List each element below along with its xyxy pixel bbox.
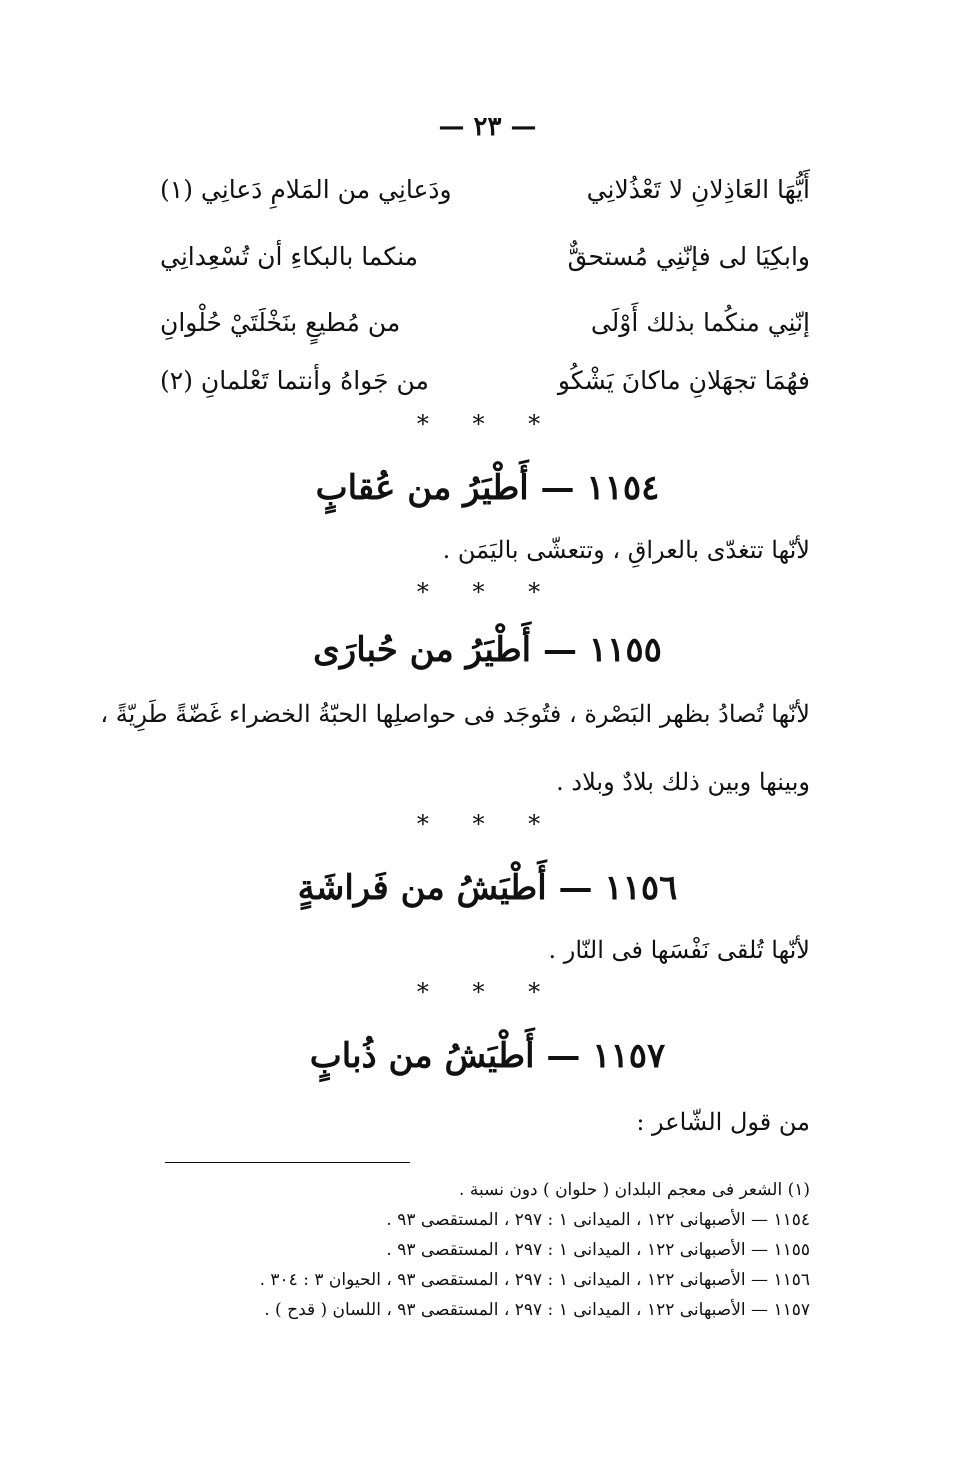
page-number: — ٢٣ — (438, 112, 537, 142)
entry-text: لأنّها تُلقى نَفْسَها فى النّار . (548, 936, 810, 964)
entry-heading: ١١٥٦ — أَطْيَشُ من فَراشَةٍ (297, 868, 678, 908)
entry-heading: ١١٥٧ — أَطْيَشُ من ذُبابٍ (309, 1036, 666, 1076)
verse-first-hemistich: إنّنِي منكُما بذلك أَوْلَى (590, 308, 810, 337)
entry-text: وبينها وبين ذلك بلادٌ وبلاد . (556, 768, 810, 796)
verse-first-hemistich: أَيُّهَا العَاذِلانِ لا تَعْذُلانِي (586, 175, 810, 204)
entry-text: من قول الشّاعر : (636, 1108, 810, 1136)
section-separator: * * * (416, 410, 559, 438)
entry-heading: ١١٥٤ — أَطْيَرُ من عُقابٍ (315, 468, 660, 508)
footnote: ١١٥٧ — الأصبهانى ١٢٢ ، الميدانى ١ : ٢٩٧ ، المستقصى ٩٣ ، اللسان ( قدح ) . (264, 1300, 810, 1320)
verse-second-hemistich: ودَعانِي من المَلامِ دَعانِي (١) (160, 175, 452, 204)
footnote: (١) الشعر فى معجم البلدان ( حلوان ) دون نسبة . (459, 1180, 810, 1200)
verse-second-hemistich: منكما بالبكاءِ أن تُسْعِدانِي (160, 242, 419, 271)
poem-verse (160, 165, 810, 215)
footnote: ١١٥٦ — الأصبهانى ١٢٢ ، الميدانى ١ : ٢٩٧ ، المستقصى ٩٣ ، الحيوان ٣ : ٣٠٤ . (259, 1270, 810, 1290)
section-separator: * * * (416, 810, 559, 838)
poem-verse (160, 232, 810, 282)
verse-first-hemistich: فهُمَا تجهَلانِ ماكانَ يَشْكُو (557, 366, 810, 395)
verse-second-hemistich: من مُطيعٍ بنَخْلَتَيْ حُلْوانِ (160, 308, 401, 337)
section-separator: * * * (416, 978, 559, 1006)
verse-first-hemistich: وابكِيَا لى فإنّنِي مُستحقٌّ (567, 242, 810, 271)
poem-verse (160, 356, 810, 406)
section-separator: * * * (416, 578, 559, 606)
entry-heading: ١١٥٥ — أَطْيَرُ من حُبارَى (313, 630, 662, 670)
entry-text: لأنّها تُصادُ بظهر البَصْرة ، فتُوجَد فى حواصلِها الحبّةُ الخضراء غَضّةً طَرِيّةً ، (100, 700, 810, 728)
footnote: ١١٥٥ — الأصبهانى ١٢٢ ، الميدانى ١ : ٢٩٧ ، المستقصى ٩٣ . (386, 1240, 810, 1260)
poem-verse (160, 298, 810, 348)
footnote-divider (165, 1162, 410, 1163)
verse-second-hemistich: من جَواهُ وأنتما تَعْلمانِ (٢) (160, 366, 429, 395)
entry-text: لأنّها تتغدّى بالعراقِ ، وتتعشّى باليَمَن . (442, 536, 810, 564)
footnote: ١١٥٤ — الأصبهانى ١٢٢ ، الميدانى ١ : ٢٩٧ ، المستقصى ٩٣ . (386, 1210, 810, 1230)
